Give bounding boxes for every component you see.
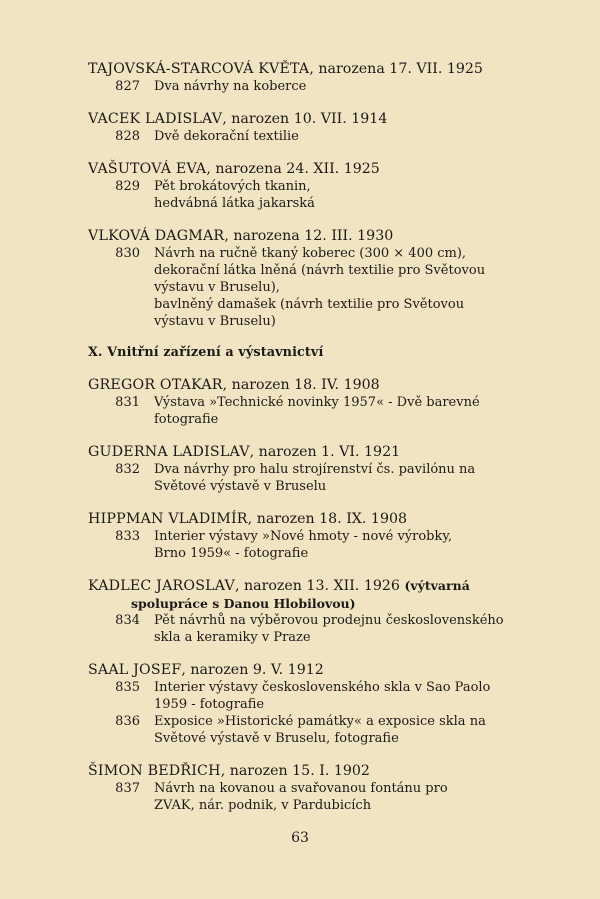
- work-item: [88, 394, 538, 428]
- artist-birth: , narozena 12. III. 1930: [224, 228, 394, 244]
- artist-birth: , narozen 13. XII. 1926: [234, 578, 405, 594]
- artist-entry: [88, 762, 538, 814]
- work-item: [88, 780, 538, 814]
- artist-birth: , narozen 10. VII. 1914: [222, 111, 388, 127]
- artist-heading: [88, 110, 538, 128]
- work-number: 834: [115, 613, 140, 628]
- artist-entry: [88, 110, 538, 145]
- work-description: Interier výstavy československého skla v Sao Paolo 1959 - fotografie: [154, 680, 491, 712]
- artist-heading: [88, 661, 538, 679]
- work-item: [88, 245, 538, 330]
- work-description: Dvě dekorační textilie: [154, 129, 299, 144]
- artist-entry: [88, 227, 538, 330]
- work-number: 832: [115, 462, 140, 477]
- artist-entry: [88, 577, 538, 646]
- artist-birth: , narozen 9. V. 1912: [181, 662, 324, 678]
- artist-heading: [88, 510, 538, 528]
- artist-birth: , narozen 15. I. 1902: [220, 763, 370, 779]
- artist-entry: [88, 60, 538, 95]
- work-description: Návrh na kovanou a svařovanou fontánu pro ZVAK, nár. podnik, v Pardubicích: [154, 781, 448, 813]
- artist-name: VAŠUTOVÁ EVA: [88, 161, 207, 177]
- work-item: [88, 679, 538, 713]
- work-description: Dva návrhy pro halu strojírenství čs. pavilónu na Světové výstavě v Bruselu: [154, 462, 476, 494]
- work-number: 830: [115, 246, 140, 261]
- work-number: 831: [115, 395, 140, 410]
- artist-name: KADLEC JAROSLAV: [88, 578, 235, 594]
- work-number: 835: [115, 680, 140, 695]
- artist-name: SAAL JOSEF: [88, 662, 182, 678]
- artist-entry: [88, 661, 538, 747]
- artist-name: GUDERNA LADISLAV: [88, 444, 250, 460]
- artist-heading: [88, 160, 538, 178]
- artist-name: ŠIMON BEDŘICH: [88, 763, 221, 779]
- artist-name: HIPPMAN VLADIMÍR: [88, 511, 248, 527]
- artist-entry: [88, 160, 538, 212]
- entries-textile: [88, 60, 538, 330]
- artist-heading: [88, 577, 538, 595]
- work-description: Pět návrhů na výběrovou prodejnu československého skla a keramiky v Praze: [154, 613, 504, 645]
- work-item: [88, 78, 538, 95]
- work-description: Dva návrhy na koberce: [154, 79, 307, 94]
- work-description: Pět brokátových tkanin, hedvábná látka jakarská: [154, 179, 315, 211]
- artist-birth: , narozena 24. XII. 1925: [206, 161, 380, 177]
- cooperation-note: (výtvarná: [404, 578, 470, 593]
- work-item: [88, 178, 538, 212]
- work-item: [88, 612, 538, 646]
- artist-name: GREGOR OTAKAR: [88, 377, 223, 393]
- artist-heading: [88, 762, 538, 780]
- artist-name: VLKOVÁ DAGMAR: [88, 228, 225, 244]
- artist-birth: , narozena 17. VII. 1925: [309, 61, 483, 77]
- artist-entry: [88, 376, 538, 428]
- artist-heading: [88, 227, 538, 245]
- artist-birth: , narozen 18. IV. 1908: [222, 377, 380, 393]
- work-number: 836: [115, 714, 140, 729]
- work-number: 837: [115, 781, 140, 796]
- artist-entry: [88, 510, 538, 562]
- work-item: [88, 528, 538, 562]
- artist-heading: [88, 376, 538, 394]
- section-heading: X. Vnitřní zařízení a výstavnictví: [88, 345, 324, 360]
- work-item: [88, 461, 538, 495]
- work-description: Exposice »Historické památky« a exposice skla na Světové výstavě v Bruselu, fotografie: [154, 714, 486, 746]
- artist-birth: , narozen 18. IX. 1908: [247, 511, 408, 527]
- cooperation-note-continued: spolupráce s Danou Hlobilovou): [131, 596, 356, 611]
- work-number: 827: [115, 79, 140, 94]
- work-description: Výstava »Technické novinky 1957« - Dvě barevné fotografie: [154, 395, 480, 427]
- artist-heading: [88, 443, 538, 461]
- work-number: 828: [115, 129, 140, 144]
- artist-heading: [88, 60, 538, 78]
- work-item: [88, 128, 538, 145]
- work-item: [88, 713, 538, 747]
- artist-name: VACEK LADISLAV: [88, 111, 223, 127]
- page-number: 63: [291, 830, 309, 846]
- artist-birth: , narozen 1. VI. 1921: [249, 444, 401, 460]
- work-number: 833: [115, 529, 140, 544]
- artist-entry: [88, 443, 538, 495]
- work-description: Návrh na ručně tkaný koberec (300 × 400 cm), dekorační látka lněná (návrh textilie pro Světovou výstavu v Bruselu), bavlněný damašek (návrh textilie pro Světovou výstavu v Bruselu): [154, 246, 486, 329]
- artist-name: TAJOVSKÁ-STARCOVÁ KVĚTA: [88, 61, 310, 77]
- work-number: 829: [115, 179, 140, 194]
- catalog-page: [88, 60, 538, 829]
- work-description: Interier výstavy »Nové hmoty - nové výrobky, Brno 1959« - fotografie: [154, 529, 453, 561]
- entries-interior: [88, 376, 538, 814]
